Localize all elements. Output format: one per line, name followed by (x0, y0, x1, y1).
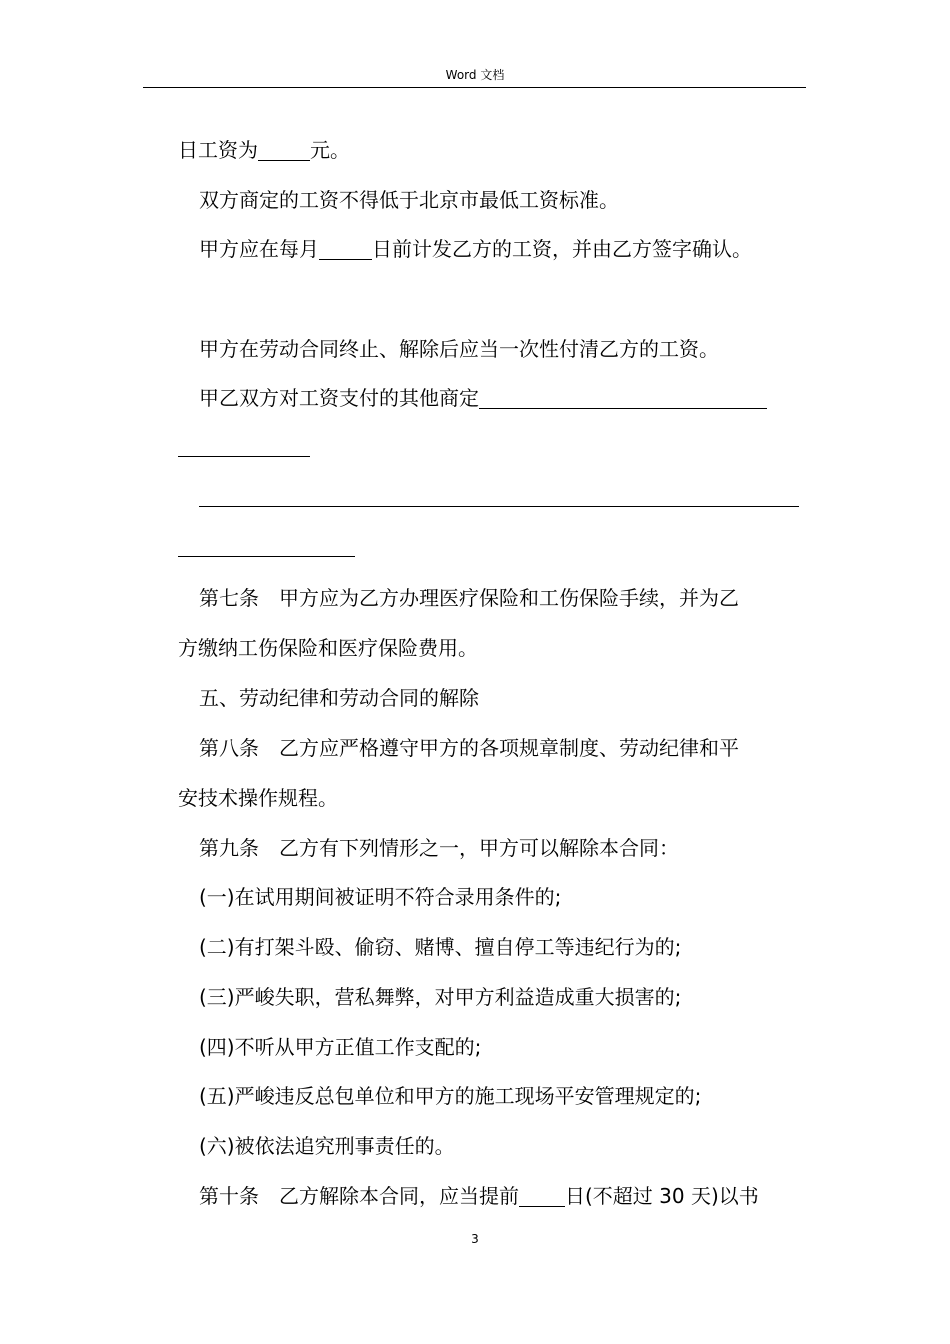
text-article-10-prefix: 第十条 乙方解除本合同，应当提前 (199, 1184, 519, 1208)
paragraph-other-terms (199, 384, 767, 412)
page-header-title: Word 文档 (445, 68, 505, 82)
article-8-line-2: 安技术操作规程。 (178, 786, 338, 810)
blank-other-terms-4[interactable] (178, 556, 355, 557)
section-heading-5: 五、劳动纪律和劳动合同的解除 (199, 686, 479, 710)
blank-other-terms-1[interactable] (479, 386, 767, 409)
paragraph-pay-day (199, 235, 752, 263)
blank-notice-days[interactable] (519, 1184, 565, 1207)
list-item-2: (二)有打架斗殴、偷窃、赌博、擅自停工等违纪行为的; (199, 935, 682, 959)
text-article-10-suffix: 日(不超过 30 天)以书 (565, 1184, 759, 1208)
blank-pay-day[interactable] (319, 237, 372, 260)
article-8-line-1: 第八条 乙方应严格遵守甲方的各项规章制度、劳动纪律和平 (199, 736, 739, 760)
text-pay-day-prefix: 甲方应在每月 (199, 237, 319, 261)
blank-other-terms-2[interactable] (178, 456, 310, 457)
list-item-1: (一)在试用期间被证明不符合录用条件的; (199, 885, 562, 909)
list-item-3: (三)严峻失职，营私舞弊，对甲方利益造成重大损害的; (199, 985, 682, 1009)
text-other-terms: 甲乙双方对工资支付的其他商定 (199, 386, 479, 410)
page-number: 3 (471, 1232, 479, 1246)
list-item-4: (四)不听从甲方正值工作支配的; (199, 1035, 482, 1059)
paragraph-daily-wage (178, 136, 350, 164)
list-item-6: (六)被依法追究刑事责任的。 (199, 1134, 455, 1158)
article-7-line-1: 第七条 甲方应为乙方办理医疗保险和工伤保险手续，并为乙 (199, 586, 739, 610)
article-10 (199, 1182, 759, 1210)
blank-other-terms-3[interactable] (199, 506, 799, 507)
paragraph-min-wage: 双方商定的工资不得低于北京市最低工资标准。 (199, 188, 619, 212)
text-daily-wage: 日工资为 (178, 138, 258, 162)
text-yuan: 元。 (310, 138, 350, 162)
list-item-5: (五)严峻违反总包单位和甲方的施工现场平安管理规定的; (199, 1084, 702, 1108)
article-7-line-2: 方缴纳工伤保险和医疗保险费用。 (178, 636, 478, 660)
text-pay-day-suffix: 日前计发乙方的工资，并由乙方签字确认。 (372, 237, 752, 261)
blank-daily-wage[interactable] (258, 138, 310, 161)
header-rule (143, 87, 806, 88)
paragraph-final-pay: 甲方在劳动合同终止、解除后应当一次性付清乙方的工资。 (199, 337, 719, 361)
article-9: 第九条 乙方有下列情形之一，甲方可以解除本合同： (199, 836, 679, 860)
